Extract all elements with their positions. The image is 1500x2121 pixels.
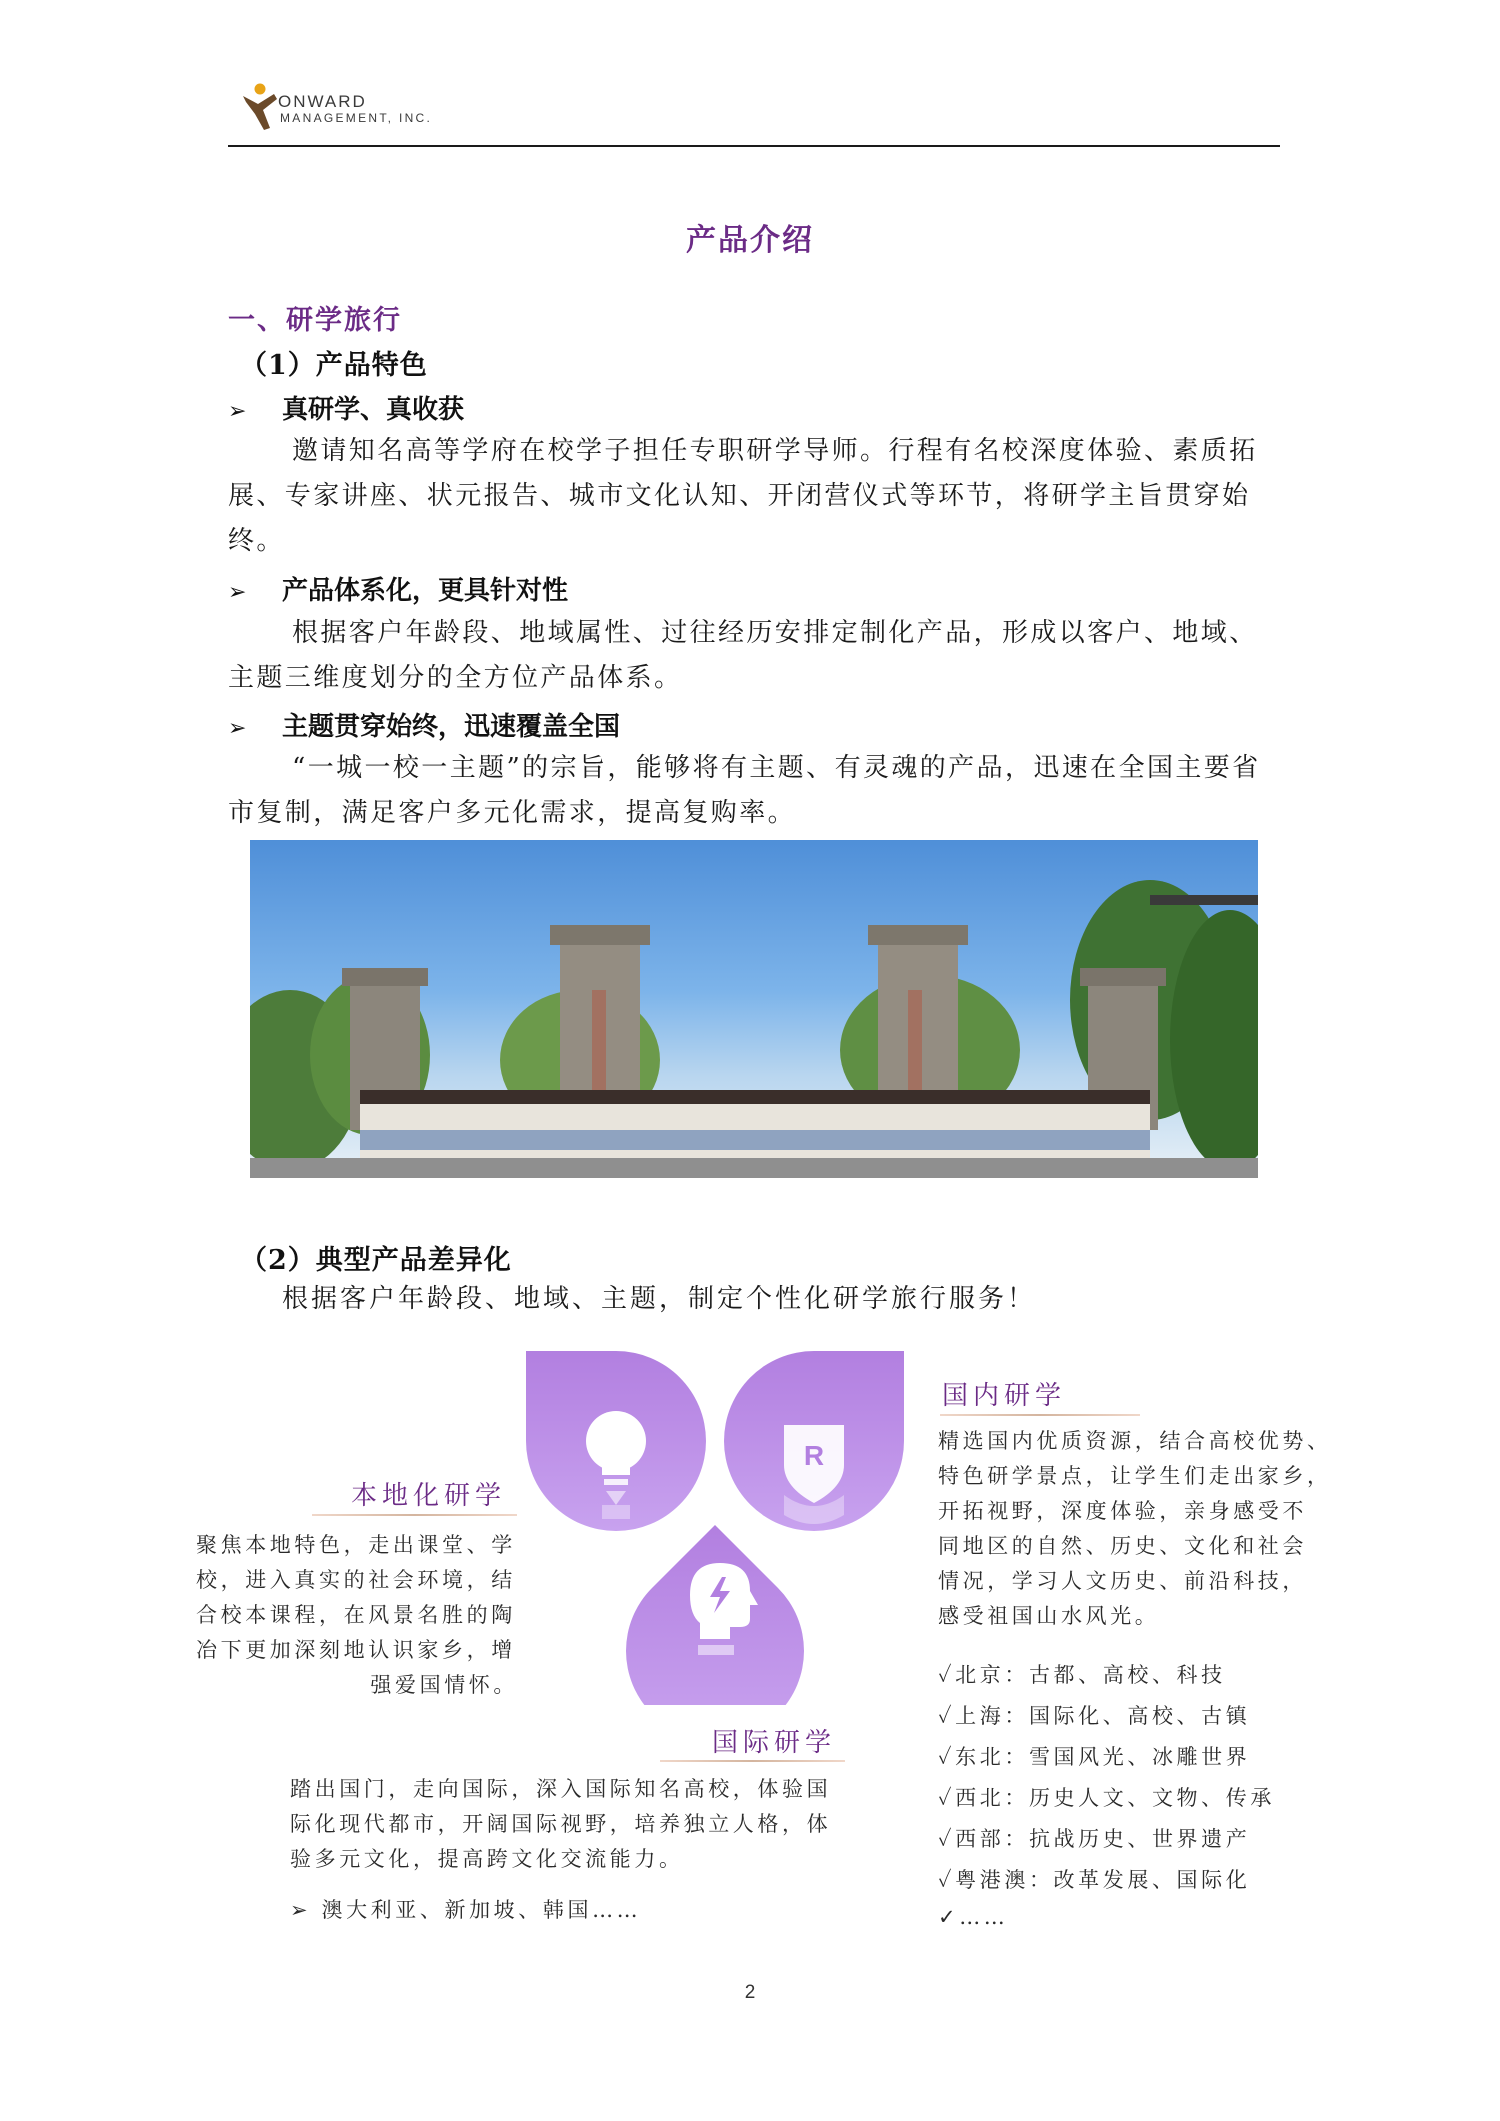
subheading-features: （1）产品特色 <box>240 350 428 381</box>
international-study-title: 国际研学 <box>712 1728 837 1758</box>
local-title-underline <box>312 1514 517 1516</box>
arrow-bullet-icon: ➢ <box>228 580 247 605</box>
domestic-study-text: 精选国内优质资源，结合高校优势、 特色研学景点，让学生们走出家乡， 开拓视野，深度体验，亲身感受不 同地区的自然、历史、文化和社会 情况，学习人文历史、前沿科技， 感受祖国山水风光。 <box>938 1429 1332 1628</box>
domestic-destination-item: ✓上海：国际化、高校、古镇 <box>938 1704 1251 1728</box>
group-photo-illustration <box>250 840 1258 1178</box>
company-logo <box>240 80 480 132</box>
bullet-paragraph: 根据客户年龄段、地域属性、过往经历安排定制化产品，形成以客户、地域、主题三维度划分的全方位产品体系。 <box>228 618 1258 693</box>
domestic-destination-item: ✓北京：古都、高校、科技 <box>938 1663 1226 1687</box>
page-number: 2 <box>744 1982 756 2003</box>
domestic-destination-item: ✓东北：雪国风光、冰雕世界 <box>938 1745 1251 1769</box>
arrow-bullet-icon: ➢ <box>228 399 247 424</box>
domestic-study-title: 国内研学 <box>942 1381 1067 1411</box>
international-title-underline <box>660 1760 845 1762</box>
bullet-title: ➢ 真研学、真收获 <box>228 395 465 425</box>
international-study-text: 踏出国门，走向国际，深入国际知名高校，体验国 际化现代都市，开阔国际视野，培养独立人格，体 验多元文化，提高跨文化交流能力。 <box>290 1777 832 1871</box>
bullet-title: ➢ 产品体系化，更具针对性 <box>228 576 569 606</box>
header-rule <box>228 145 1280 147</box>
domestic-destination-item: ✓…… <box>938 1905 1009 1929</box>
page-title: 产品介绍 <box>686 223 814 258</box>
section-heading: 一、研学旅行 <box>228 305 402 336</box>
group-photo <box>250 840 1258 1178</box>
local-study-title: 本地化研学 <box>351 1481 507 1511</box>
shield-r-icon <box>784 1425 844 1524</box>
product-drops-graphic <box>520 1345 910 1705</box>
bullet-paragraph: 邀请知名高等学府在校学子担任专职研学导师。行程有名校深度体验、素质拓展、专家讲座、状元报告、城市文化认知、开闭营仪式等环节，将研学主旨贯穿始终。 <box>228 436 1258 556</box>
logo-line1: ONWARD <box>278 92 367 111</box>
bullet-paragraph: “一城一校一主题”的宗旨，能够将有主题、有灵魂的产品，迅速在全国主要省市复制，满足客户多元化需求，提高复购率。 <box>228 753 1261 828</box>
domestic-destination-item: ✓粤港澳：改革发展、国际化 <box>938 1868 1251 1892</box>
differentiation-intro: 根据客户年龄段、地域、主题，制定个性化研学旅行服务！ <box>282 1284 1037 1314</box>
svg-text:R: R <box>803 1440 825 1471</box>
domestic-destination-item: ✓西北：历史人文、文物、传承 <box>938 1786 1275 1810</box>
logo-line2: MANAGEMENT, INC. <box>280 111 433 125</box>
international-destination-list: ➢ 澳大利亚、新加坡、韩国…… <box>290 1898 642 1922</box>
domestic-destination-item: ✓西部：抗战历史、世界遗产 <box>938 1827 1251 1851</box>
subheading-differentiation: （2）典型产品差异化 <box>240 1245 512 1276</box>
arrow-bullet-icon: ➢ <box>228 716 247 741</box>
bullet-title: ➢ 主题贯穿始终，迅速覆盖全国 <box>228 712 621 742</box>
local-study-text: 聚焦本地特色，走出课堂、学 校，进入真实的社会环境，结 合校本课程，在风景名胜的陶 冶下更加深刻地认识家乡，增 强爱国情怀。 <box>196 1533 518 1697</box>
domestic-title-underline <box>940 1414 1140 1416</box>
